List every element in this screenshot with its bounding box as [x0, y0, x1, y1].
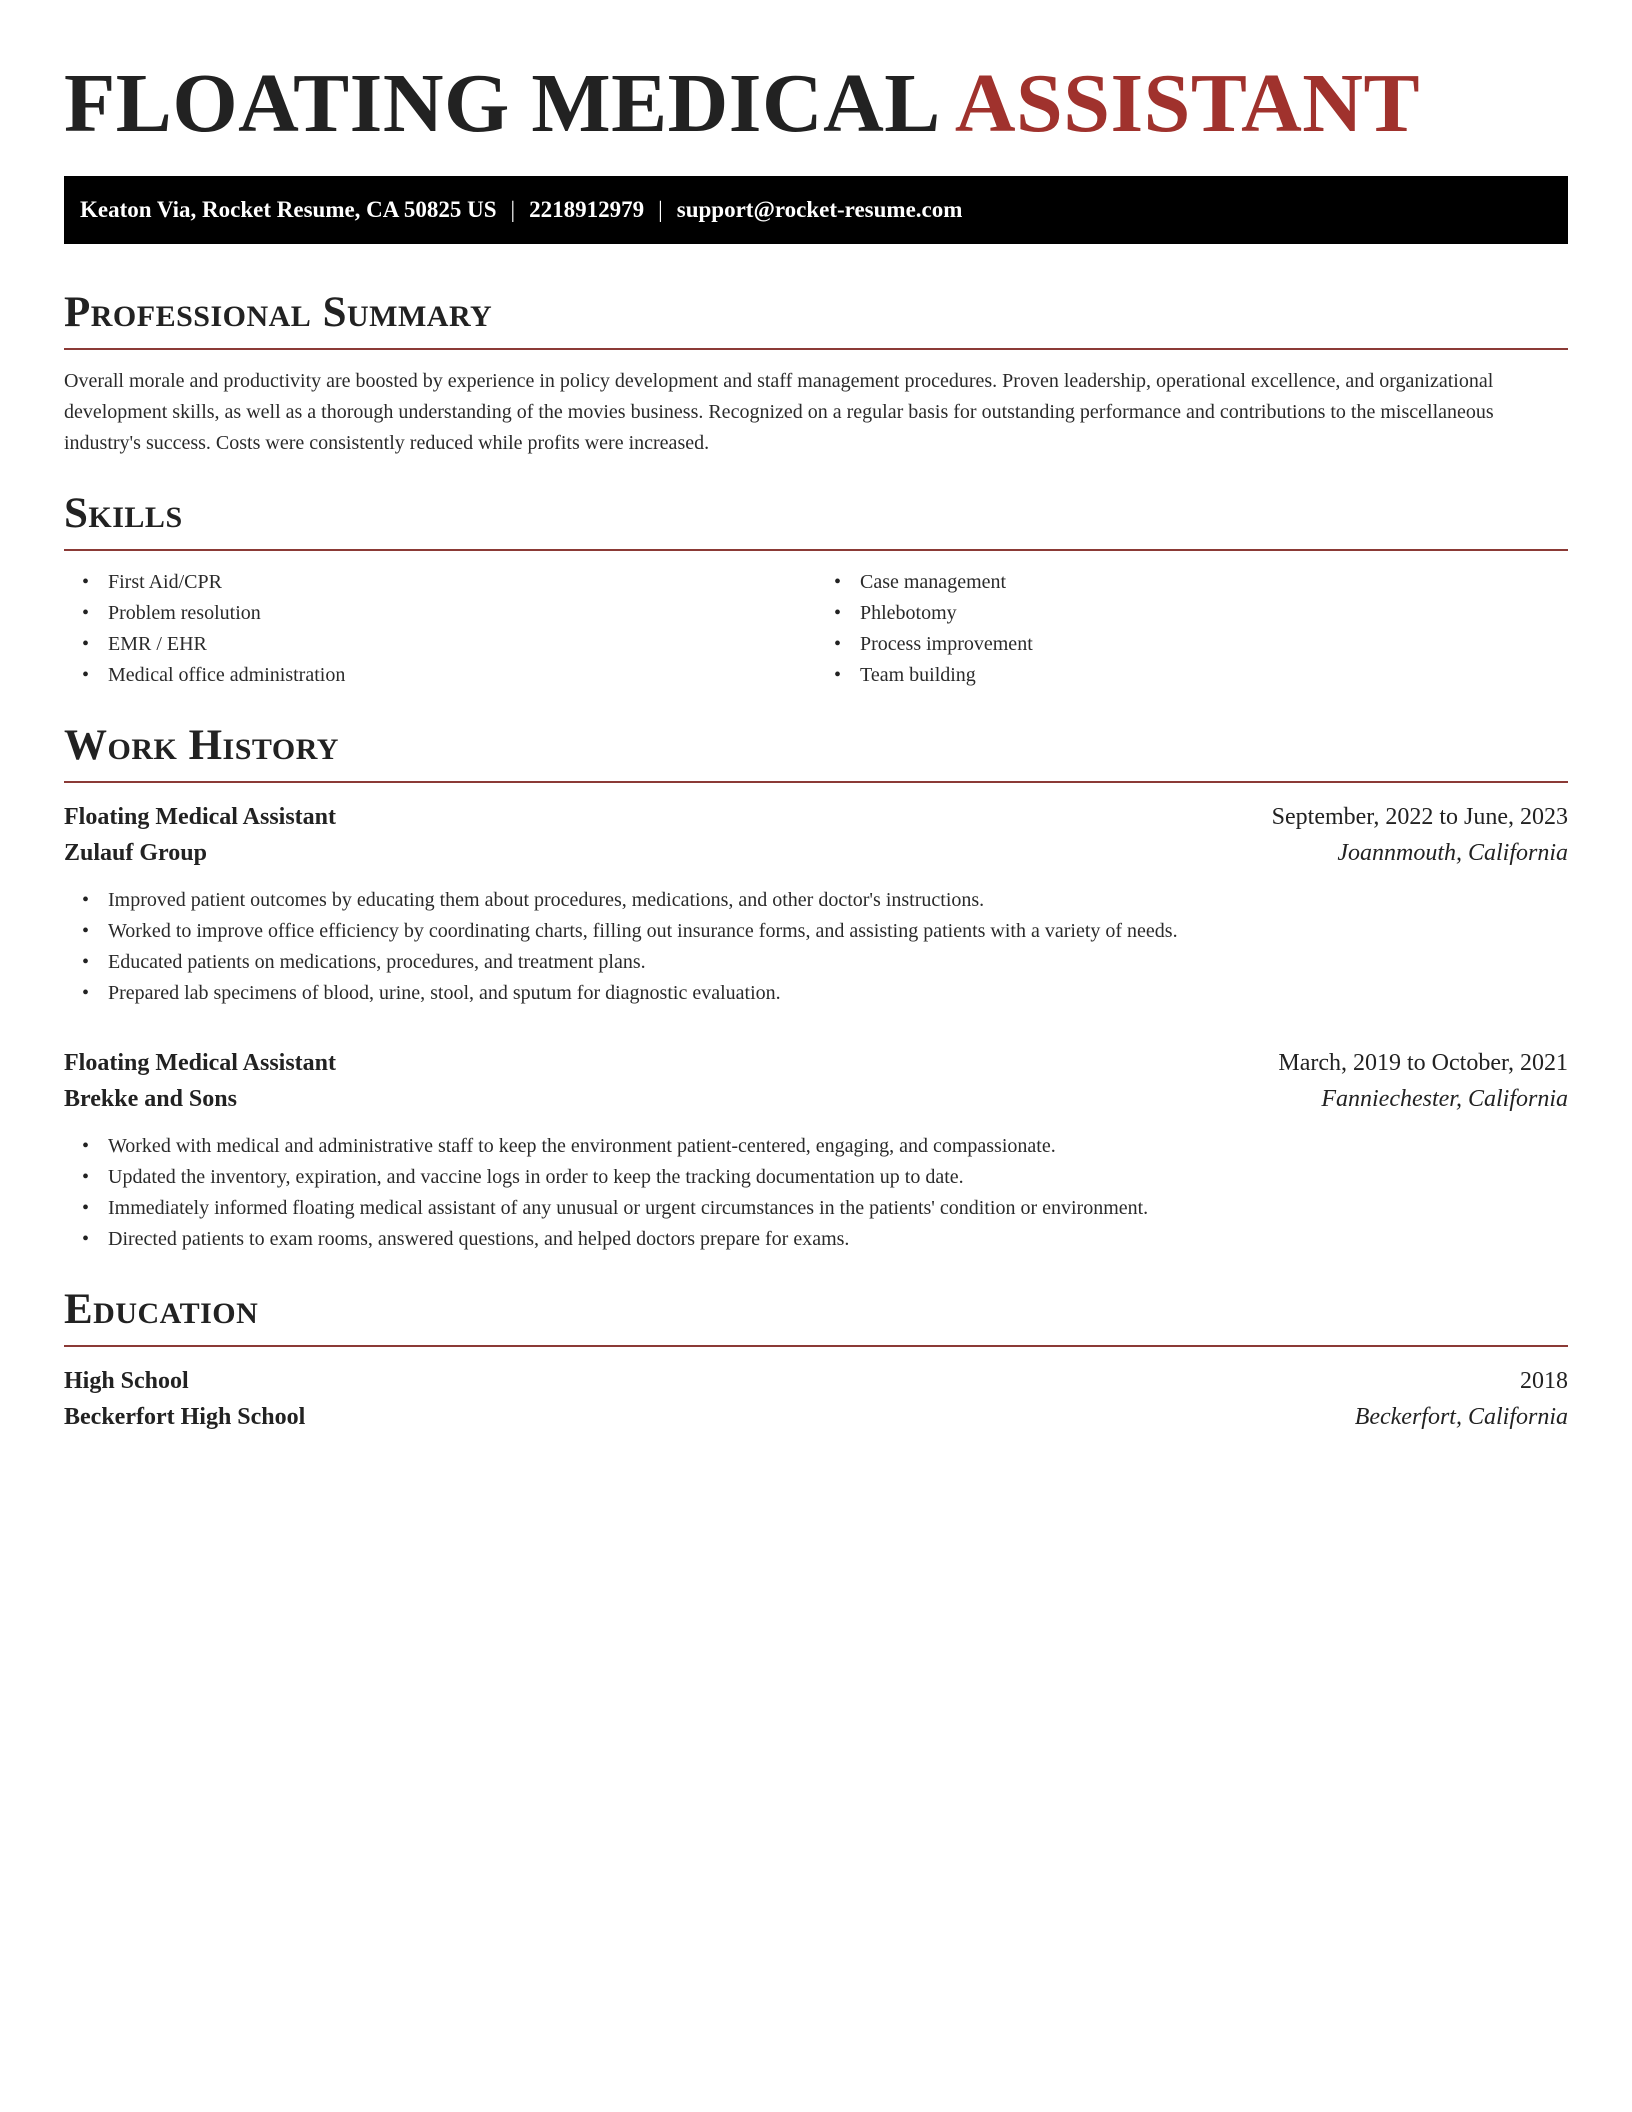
education-year: 2018 [1520, 1368, 1568, 1394]
skills-right-list [816, 567, 1568, 691]
job-bullet: • Directed patients to exam rooms, answered questions, and helped doctors prepare for exams. [108, 1224, 1568, 1255]
professional-summary-section [64, 288, 1568, 459]
title-part-2: ASSISTANT [954, 57, 1420, 150]
job-dates: September, 2022 to June, 2023 [1271, 804, 1568, 830]
skills-left-list [64, 567, 816, 691]
skill-item: • Problem resolution [108, 598, 816, 629]
job-bullet: • Worked with medical and administrative staff to keep the environment patient-centered, engaging, and compassionate. [108, 1131, 1568, 1162]
job-title: Floating Medical Assistant [64, 1050, 337, 1076]
skill-item: • Process improvement [860, 629, 1568, 660]
resume-page [64, 56, 1568, 1435]
work-history-section [64, 721, 1568, 1255]
skill-item: • First Aid/CPR [108, 567, 816, 598]
job-bullet: • Educated patients on medications, procedures, and treatment plans. [108, 947, 1568, 978]
job-bullet: • Worked to improve office efficiency by coordinating charts, filling out insurance forms, and assisting patients with a variety of needs. [108, 916, 1568, 947]
contact-separator: | [658, 197, 663, 222]
section-heading: Skills [64, 490, 183, 537]
title-part-1: FLOATING MEDICAL [64, 57, 941, 150]
skills-columns [64, 567, 1568, 691]
job-bullets [64, 885, 1568, 1009]
education-location: Beckerfort, California [1354, 1404, 1568, 1430]
job-entry [64, 799, 1568, 1009]
education-section [64, 1285, 1568, 1435]
contact-address: Keaton Via, Rocket Resume, CA 50825 US [80, 197, 497, 222]
job-bullet: • Updated the inventory, expiration, and vaccine logs in order to keep the tracking documentation up to date. [108, 1162, 1568, 1193]
resume-title [64, 56, 1568, 152]
job-bullet: • Prepared lab specimens of blood, urine, stool, and sputum for diagnostic evaluation. [108, 978, 1568, 1009]
skill-item: • Phlebotomy [860, 598, 1568, 629]
section-divider [64, 781, 1568, 783]
job-company: Brekke and Sons [64, 1086, 237, 1112]
section-heading: Professional Summary [64, 289, 493, 336]
skill-item: • EMR / EHR [108, 629, 816, 660]
job-entry [64, 1045, 1568, 1255]
job-location: Fanniechester, California [1321, 1086, 1568, 1112]
section-divider [64, 1345, 1568, 1347]
job-bullet: • Immediately informed floating medical assistant of any unusual or urgent circumstances in the patients' condition or environment. [108, 1193, 1568, 1224]
section-heading: Education [64, 1286, 259, 1333]
skill-item: • Case management [860, 567, 1568, 598]
job-bullets [64, 1131, 1568, 1255]
contact-separator: | [510, 197, 516, 222]
contact-email: support@rocket-resume.com [676, 197, 963, 222]
summary-text: Overall morale and productivity are boosted by experience in policy development and staff management procedures. Proven leadership, operational excellence, and organizational development skills, as well as a thorough understanding of the movies business. Recognized on a regular basis for outstanding performance and contributions to the miscellaneous industry's success. Costs were consistently reduced while profits were increased. [64, 370, 1494, 454]
section-heading: Work History [64, 722, 339, 769]
skills-section [64, 489, 1568, 691]
job-bullet: • Improved patient outcomes by educating them about procedures, medications, and other doctor's instructions. [108, 885, 1568, 916]
education-school: Beckerfort High School [64, 1404, 306, 1430]
contact-bar [64, 176, 1568, 244]
section-divider [64, 549, 1568, 551]
job-location: Joannmouth, California [1337, 840, 1568, 866]
education-degree: High School [64, 1368, 189, 1394]
contact-phone: 2218912979 [529, 197, 645, 222]
skill-item: • Team building [860, 660, 1568, 691]
job-company: Zulauf Group [64, 840, 207, 866]
section-divider [64, 348, 1568, 350]
job-title: Floating Medical Assistant [64, 804, 337, 830]
skill-item: • Medical office administration [108, 660, 816, 691]
job-dates: March, 2019 to October, 2021 [1278, 1050, 1568, 1076]
